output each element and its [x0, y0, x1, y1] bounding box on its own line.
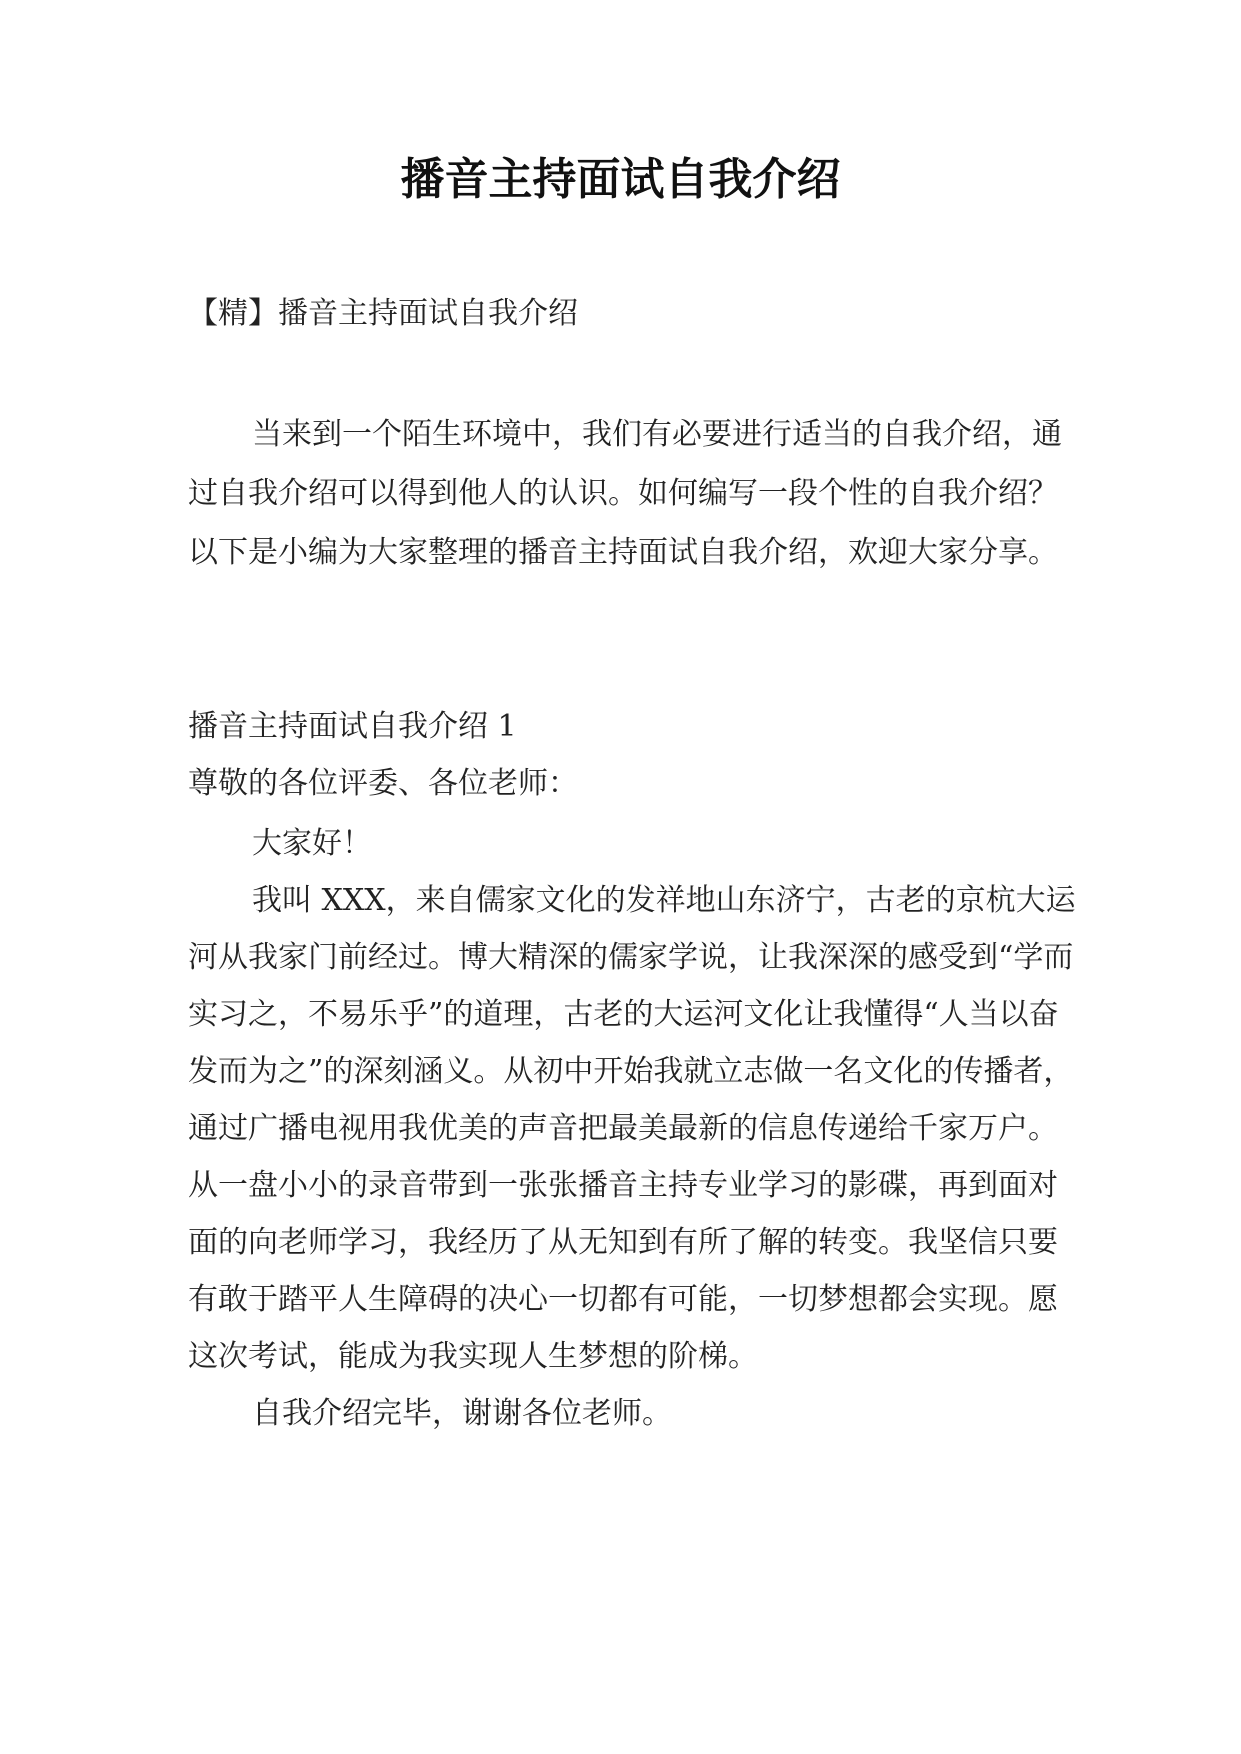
- section-heading: 播音主持面试自我介绍 1: [188, 709, 517, 744]
- document-title: 播音主持面试自我介绍: [400, 154, 841, 205]
- main-paragraph: 我叫 XXX，来自儒家文化的发祥地山东济宁，古老的京杭大运河从我家门前经过。博大精深的儒家学说，让我深深的感受到“学而实习之，不易乐乎”的道理，古老的大运河文化让我懂得“人当以奋发而为之”的深刻涵义。从初中开始我就立志做一名文化的传播者，通过广播电视用我优美的声音把最美最新的信息传递给千家万户。从一盘小小的录音带到一张张播音主持专业学习的影碟，再到面对面的向老师学习，我经历了从无知到有所了解的转变。我坚信只要有敢于踏平人生障碍的决心一切都有可能，一切梦想都会实现。愿这次考试，能成为我实现人生梦想的阶梯。: [188, 883, 1076, 1374]
- intro-paragraph: 当来到一个陌生环境中，我们有必要进行适当的自我介绍，通过自我介绍可以得到他人的认识。如何编写一段个性的自我介绍？以下是小编为大家整理的播音主持面试自我介绍，欢迎大家分享。: [188, 417, 1062, 570]
- greeting-paragraph: 大家好！: [252, 826, 372, 861]
- closing-paragraph: 自我介绍完毕，谢谢各位老师。: [252, 1396, 672, 1431]
- salutation: 尊敬的各位评委、各位老师：: [188, 766, 578, 801]
- document-subtitle: 【精】播音主持面试自我介绍: [188, 296, 578, 331]
- speech-body: [188, 815, 1078, 1442]
- intro-section: [188, 405, 1078, 582]
